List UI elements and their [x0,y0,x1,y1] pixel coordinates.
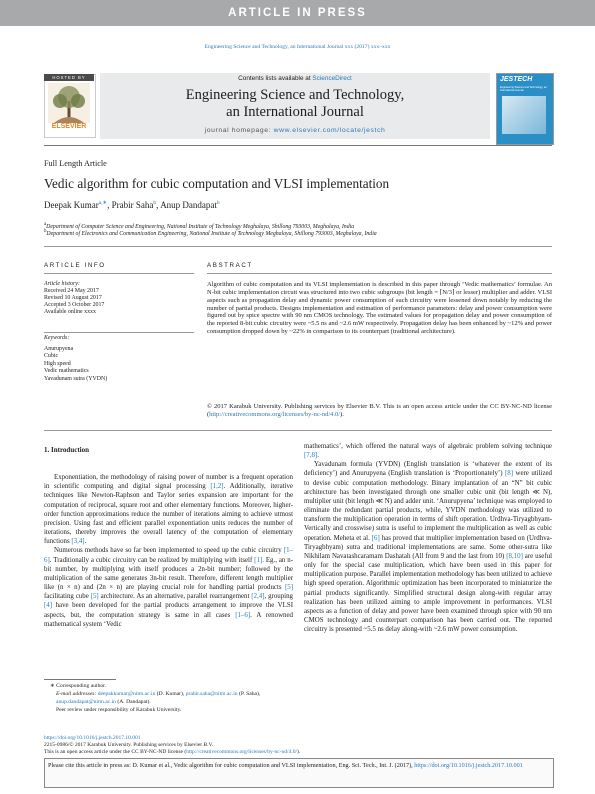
abstract-divider [207,273,552,274]
email-owner: (A. Dandapat). [115,698,151,705]
body-text: were utilized to devise cubic computation methodology. Binary implantation of an “N” bit cubic architecture has been investigated through one smaller cubic unit (bit length ≪ N), multiplier unit (bit length ≪ N) and adder unit. ‘Anurupyena’ technique was employed to eliminate the redundant partial products, while, YVDN methodology was utilized to transform the multiplication operation in terms of shift operation. Urdhva-Tiryagbhyam-Vertically and crosswise) sutra is useful to implement the multiplication as well as cubic operation. Meheta et al. [304,470,552,542]
citation-doi-link[interactable]: https://doi.org/10.1016/j.jestch.2017.10.001 [414,762,523,769]
email-addresses [44,691,293,707]
article-info-divider [44,273,194,274]
issn-line: 2215-0986/© 2017 Karabuk University. Publishing services by Elsevier B.V. [44,741,214,748]
journal-homepage [100,127,490,134]
hosted-by-label: HOSTED BY [44,74,94,81]
affiliation-text: Department of Computer Science and Engineering, National Institute of Technology Meghalaya, Shillong 793003, Meghalaya, India [46,223,355,230]
paragraph [304,442,552,460]
email-owner: (D. Kumar), [155,690,186,697]
body-text: Exponentiation, the methodology of raising power of number is a frequent operation in scientific computing and digital signal processing [44,474,293,491]
body-text: . Eg., an n-bit number, by multiplying with itself produces a 2n-bit number; followed by the multiplication of the same generates 3n-bit result. Therefore, different length multiplier like (n × n) and (2n × n) are playing crucial role for handling partial products [44,556,293,592]
body-text: , grouping [264,593,293,601]
body-text: . [317,452,319,460]
oa-license-link[interactable]: http://creativecommons.org/licenses/by-nc-nd/4.0/ [186,748,297,755]
journal-citation-link[interactable]: Engineering Science and Technology, an International Journal xxx (2017) xxx–xxx [204,44,391,50]
keyword: Yavadunam sutra (YVDN) [44,376,108,382]
body-right-column [304,442,552,634]
elsevier-tree-icon [48,83,90,123]
history-revised: Revised 10 August 2017 [44,295,102,301]
author-affiliation-marker[interactable]: b [153,200,157,206]
cover-title: JESTECH [500,76,533,83]
author-affiliation-marker[interactable]: b [216,200,220,206]
cover-image [502,96,546,134]
article-title: Vedic algorithm for cubic computation and VLSI implementation [44,176,390,191]
elsevier-wordmark: ELSEVIER [51,123,87,130]
abstract-bottom-divider [44,430,552,431]
email-owner: (P. Saha), [237,690,261,697]
footnote-divider [44,679,116,680]
history-received: Received 24 May 2017 [44,288,99,294]
body-left-column [44,446,293,629]
author-separator: , [107,200,112,210]
author-name[interactable]: Deepak Kumar [44,200,99,210]
author-list [44,200,220,210]
citation-text: Please cite this article in press as: D. Kumar et al., Vedic algorithm for cubic computation and VLSI implementation, Eng. Sci. Tech., Int. J. (2017), [48,762,415,769]
email-link[interactable]: prabir.saha@nitm.ac.in [185,690,238,697]
peer-review-note: Peer review under responsibility of Karabuk University. [56,706,182,713]
affiliation-b [44,229,377,237]
body-text: are useful only for the special case multiplication, which have been used in this paper for multiplication purpose. Parallel implementation methodology has been utilized to achieve high speed operation. Algorithmic optimization has been incorporated to miniaturize the partial products significantly. Simplified structural design along-with regular array realization has been utilized aiming to ample improvement in performances. VLSI aspects as a function of delay and power have been examined through spice with 90 nm CMOS technology and counterpart comparison has been carried out. The reported circuitry is presented ~5.5 ns delay along-with ~2.6 mW power consumption. [304,552,552,634]
reference-link[interactable]: [5] [90,593,99,601]
reference-link[interactable]: [2,4] [251,593,265,601]
keyword: Vedic mathematics [44,368,89,374]
keywords-divider [44,332,194,333]
reference-link[interactable]: [1–6] [44,547,293,564]
doi-block [44,735,552,756]
affiliation-text: Department of Electronics and Communication Engineering, National Institute of Technology Meghalaya, Shillong 793003, Meghalaya, India [46,230,377,237]
email-label: E-mail addresses: [56,690,97,697]
abstract-heading: ABSTRACT [207,262,253,269]
history-accepted: Accepted 3 October 2017 [44,302,105,308]
reference-link[interactable]: [8] [504,470,514,478]
email-link[interactable]: anup.dandapat@nitm.ac.in [56,698,116,705]
oa-prefix: This is an open access article under the CC BY-NC-ND license ( [44,748,187,755]
reference-link[interactable]: [1] [254,556,263,564]
body-text: . Additionally, iterative techniques like Newton-Raphson and Taylor series expansion are important for the computation of reciprocal, square root and other elementary functions. Moreover, higher-order function approximations reduce the number of iterations aiming to achieve utmost precision. Using fast and efficient parallel exponentiation units reduces the number of iterations, thereby improves the overall latency of the computation of elementary functions [44,483,293,546]
doi-link[interactable]: https://doi.org/10.1016/j.jestch.2017.10.001 [44,735,141,741]
section-heading: 1. Introduction [44,446,89,454]
article-info-heading: ARTICLE INFO [44,262,106,269]
header-divider [44,145,552,146]
body-text: mathematics’, which offered the natural ways of algebraic problem solving technique [304,443,552,450]
history-online: Available online xxxx [44,309,96,315]
cite-this-article-text [48,762,548,771]
paragraph [44,546,293,628]
journal-name [100,87,490,121]
article-in-press-banner: ARTICLE IN PRESS [0,0,595,26]
keyword: Cubic [44,353,59,359]
open-access-line [44,749,552,756]
author-affiliation-marker[interactable]: a,∗ [98,200,108,206]
body-text: Yavadunam formula (YVDN) (English translation is ‘whatever the extent of its deficiency’) and Anurupyena (English translation is ‘Proportionately’) [304,461,552,478]
corresponding-author-note: ∗ Corresponding author. [50,683,107,689]
footnote [44,683,293,715]
reference-link[interactable]: [7,8] [304,452,318,460]
oa-end: ). [297,748,301,755]
body-text: . Traditionally a cubic circuitry can be realized by multiplying with itself [49,556,255,564]
keywords-label: Keywords: [44,335,70,341]
article-type: Full Length Article [44,159,107,168]
copyright-notice [207,403,552,419]
author-separator: , [156,200,161,210]
body-text: have been developed for the partial products arrangement to improve the VLSI aspects, but, the computation strategy is same in all cases [44,602,293,619]
reference-link[interactable]: [1–6] [235,611,251,619]
journal-name-line-1: Engineering Science and Technology, [185,87,405,103]
journal-name-line-2: an International Journal [226,104,364,120]
abstract-text: Algorithm of cubic computation and its VLSI implementation is described in this paper through ‘Vedic mathematics’ formulae. An N-bit cubic implementation circuit was structured into two cubic subgroups (bit length = ⌈N/3⌉ or lesser) multiplier and adder. VLSI aspects such as propagation delay and dynamic power consumption of such circuitry were lessened down notably by reducing the number of partial products. Designs implementation and estimation of performance parameters: delay and power consumption were figured out by spice spectre with 90 nm CMOS technology. The estimated values for propagation delay and power consumption of the reported 8-bit cubic circuitry were ~5.5 ns and ~2.6 mW respectively. Propagation delay has been enhanced by ~12% and power consumption dropped down by ~22% in comparison to its counterpart (traditional architecture). [207,281,552,336]
keyword: High speed [44,361,71,367]
reference-link[interactable]: [6] [371,534,380,542]
copyright-text: © 2017 Karabuk University. Publishing services by Elsevier B.V. This is an open access article under the CC BY-NC-ND license ( [207,403,552,418]
affiliation-marker: b [44,229,47,234]
body-text: facilitating cube [44,593,91,601]
homepage-prefix: journal homepage: [204,127,272,134]
paragraph [304,460,552,634]
body-text: architecture. As an alternative, parallel rearrangement [98,593,252,601]
reference-link[interactable]: [5] [284,584,293,592]
email-link[interactable]: deepakkumar@nitm.ac.in [97,690,156,697]
keyword: Anurupyena [44,346,74,352]
cover-subtitle: Engineering Science and Technology, an International Journal [500,86,547,92]
reference-link[interactable]: [8,10] [506,552,523,560]
author-name[interactable]: Prabir Saha [111,200,154,210]
body-text: . [84,538,87,546]
contents-line [100,75,490,82]
author-name[interactable]: Anup Dandapat [160,200,217,210]
copyright-end: ). [340,410,344,418]
paragraph [44,473,293,546]
reference-link[interactable]: [3,4] [71,538,85,546]
affiliation-divider [44,246,552,247]
body-text: Numerous methods have so far been implemented to speed up the cubic circuitry [54,547,284,555]
license-link[interactable]: http://creativecommons.org/licenses/by-nc-nd/4.0/ [209,410,341,418]
contents-prefix: Contents lists available at [238,75,311,82]
body-text: . A renowned mathematical system ‘Vedic [44,611,293,628]
sciencedirect-link[interactable]: ScienceDirect [312,75,352,82]
reference-link[interactable]: [1,2] [210,483,224,491]
history-label: Article history: [44,281,80,287]
reference-link[interactable]: [4] [44,602,53,610]
homepage-link[interactable]: www.elsevier.com/locate/jestch [273,127,386,134]
body-text: has proved that multiplier implementation based on (Urdhva-Tiryagbhyam) sutra and traditional implementations are same. Some other-sutra like Nikhilam Navatashcaramam Dashatah (All from 9 and the last from 10) [304,534,552,560]
affiliation-marker: a [44,222,47,227]
